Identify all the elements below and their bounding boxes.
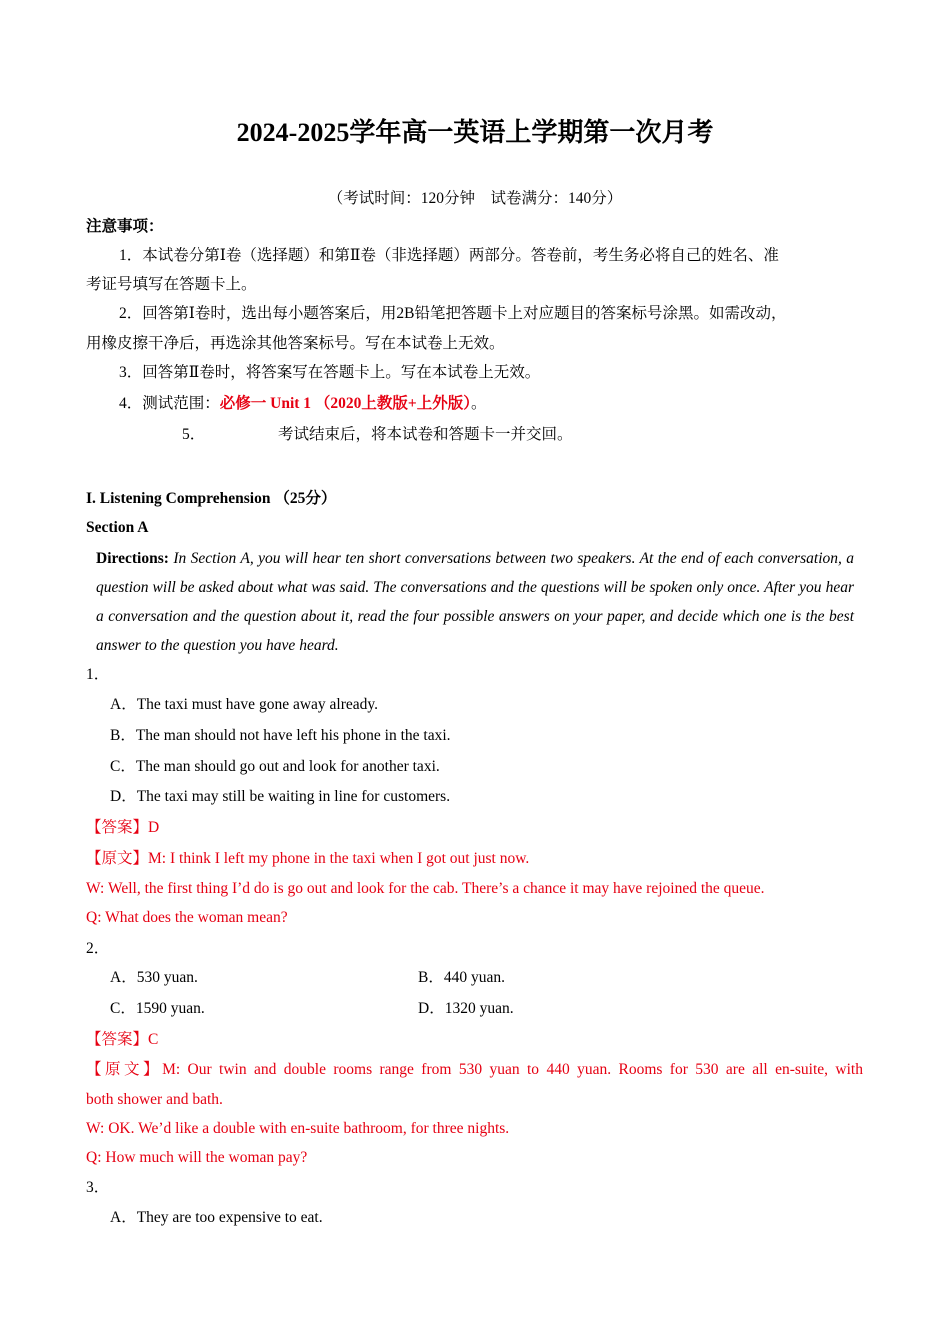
option-b: B．The man should not have left his phone in the taxi. — [110, 727, 451, 744]
script-question: Q: What does the woman mean? — [86, 909, 288, 926]
script-line: 【原文】M: I think I left my phone in the taxi when I got out just now. — [86, 850, 530, 867]
page-title: 2024-2025学年高一英语上学期第一次月考 — [236, 118, 714, 147]
notice-item-2-cont: 用橡皮擦干净后，再选涂其他答案标号。写在本试卷上无效。 — [86, 335, 505, 352]
question-number: 2． — [86, 940, 110, 957]
directions-label: Directions: — [96, 550, 169, 567]
notice-item-5: 考试结束后，将本试卷和答题卡一并交回。 — [278, 426, 573, 443]
script-line: W: OK. We’d like a double with en-suite bathroom, for three nights. — [86, 1120, 510, 1137]
option-a: A．The taxi must have gone away already. — [110, 696, 378, 713]
script-question: Q: How much will the woman pay? — [86, 1149, 308, 1166]
option-c: C．1590 yuan. — [110, 1000, 205, 1017]
directions — [96, 544, 854, 660]
notice-item-1-cont: 考证号填写在答题卡上。 — [86, 276, 257, 293]
answer: 【答案】C — [86, 1031, 159, 1048]
exam-info: （考试时间：120分钟 试卷满分：140分） — [327, 190, 623, 207]
answer: 【答案】D — [86, 819, 160, 836]
notice-item-5-num: 5． — [182, 426, 206, 443]
notice-item-1: 1．本试卷分第Ⅰ卷（选择题）和第Ⅱ卷（非选择题）两部分。答卷前，考生务必将自己的姓名、准 — [119, 247, 779, 264]
option-c: C．The man should go out and look for another taxi. — [110, 758, 440, 775]
option-d: D．The taxi may still be waiting in line for customers. — [110, 788, 451, 805]
notice-item-4: 4．测试范围：必修一 Unit 1 （2020上教版+上外版）。 — [119, 395, 487, 412]
section-heading: Section A — [86, 519, 149, 536]
directions-text: In Section A, you will hear ten short conversations between two speakers. At the end of each conversation, a question will be asked about what was said. The conversations and the questions will be spoken only once. After you hear a conversation and the question about it, read the four possible answers on your paper, and decide which one is the best answer to the question you have heard. — [96, 550, 855, 654]
question-number: 3． — [86, 1179, 110, 1196]
part-heading: I. Listening Comprehension （25分） — [86, 490, 337, 507]
script-line: 【原文】M: Our twin and double rooms range from 530 yuan to 440 yuan. Rooms for 530 are all en-suite, with — [86, 1061, 863, 1078]
notice-item-2: 2．回答第Ⅰ卷时，选出每小题答案后，用2B铅笔把答题卡上对应题目的答案标号涂黑。如需改动， — [119, 305, 787, 322]
option-a: A．530 yuan. — [110, 969, 198, 986]
option-b: B．440 yuan. — [418, 969, 505, 986]
option-d: D．1320 yuan. — [418, 1000, 514, 1017]
option-a: A．They are too expensive to eat. — [110, 1209, 323, 1226]
script-line: W: Well, the first thing I’d do is go out and look for the cab. There’s a chance it may have rejoined the queue. — [86, 880, 765, 897]
script-line-cont: both shower and bath. — [86, 1091, 223, 1108]
question-number: 1． — [86, 666, 110, 683]
notice-heading: 注意事项： — [86, 218, 164, 235]
test-range: 必修一 Unit 1 （2020上教版+上外版） — [219, 395, 472, 412]
notice-item-3: 3．回答第Ⅱ卷时，将答案写在答题卡上。写在本试卷上无效。 — [119, 364, 541, 381]
